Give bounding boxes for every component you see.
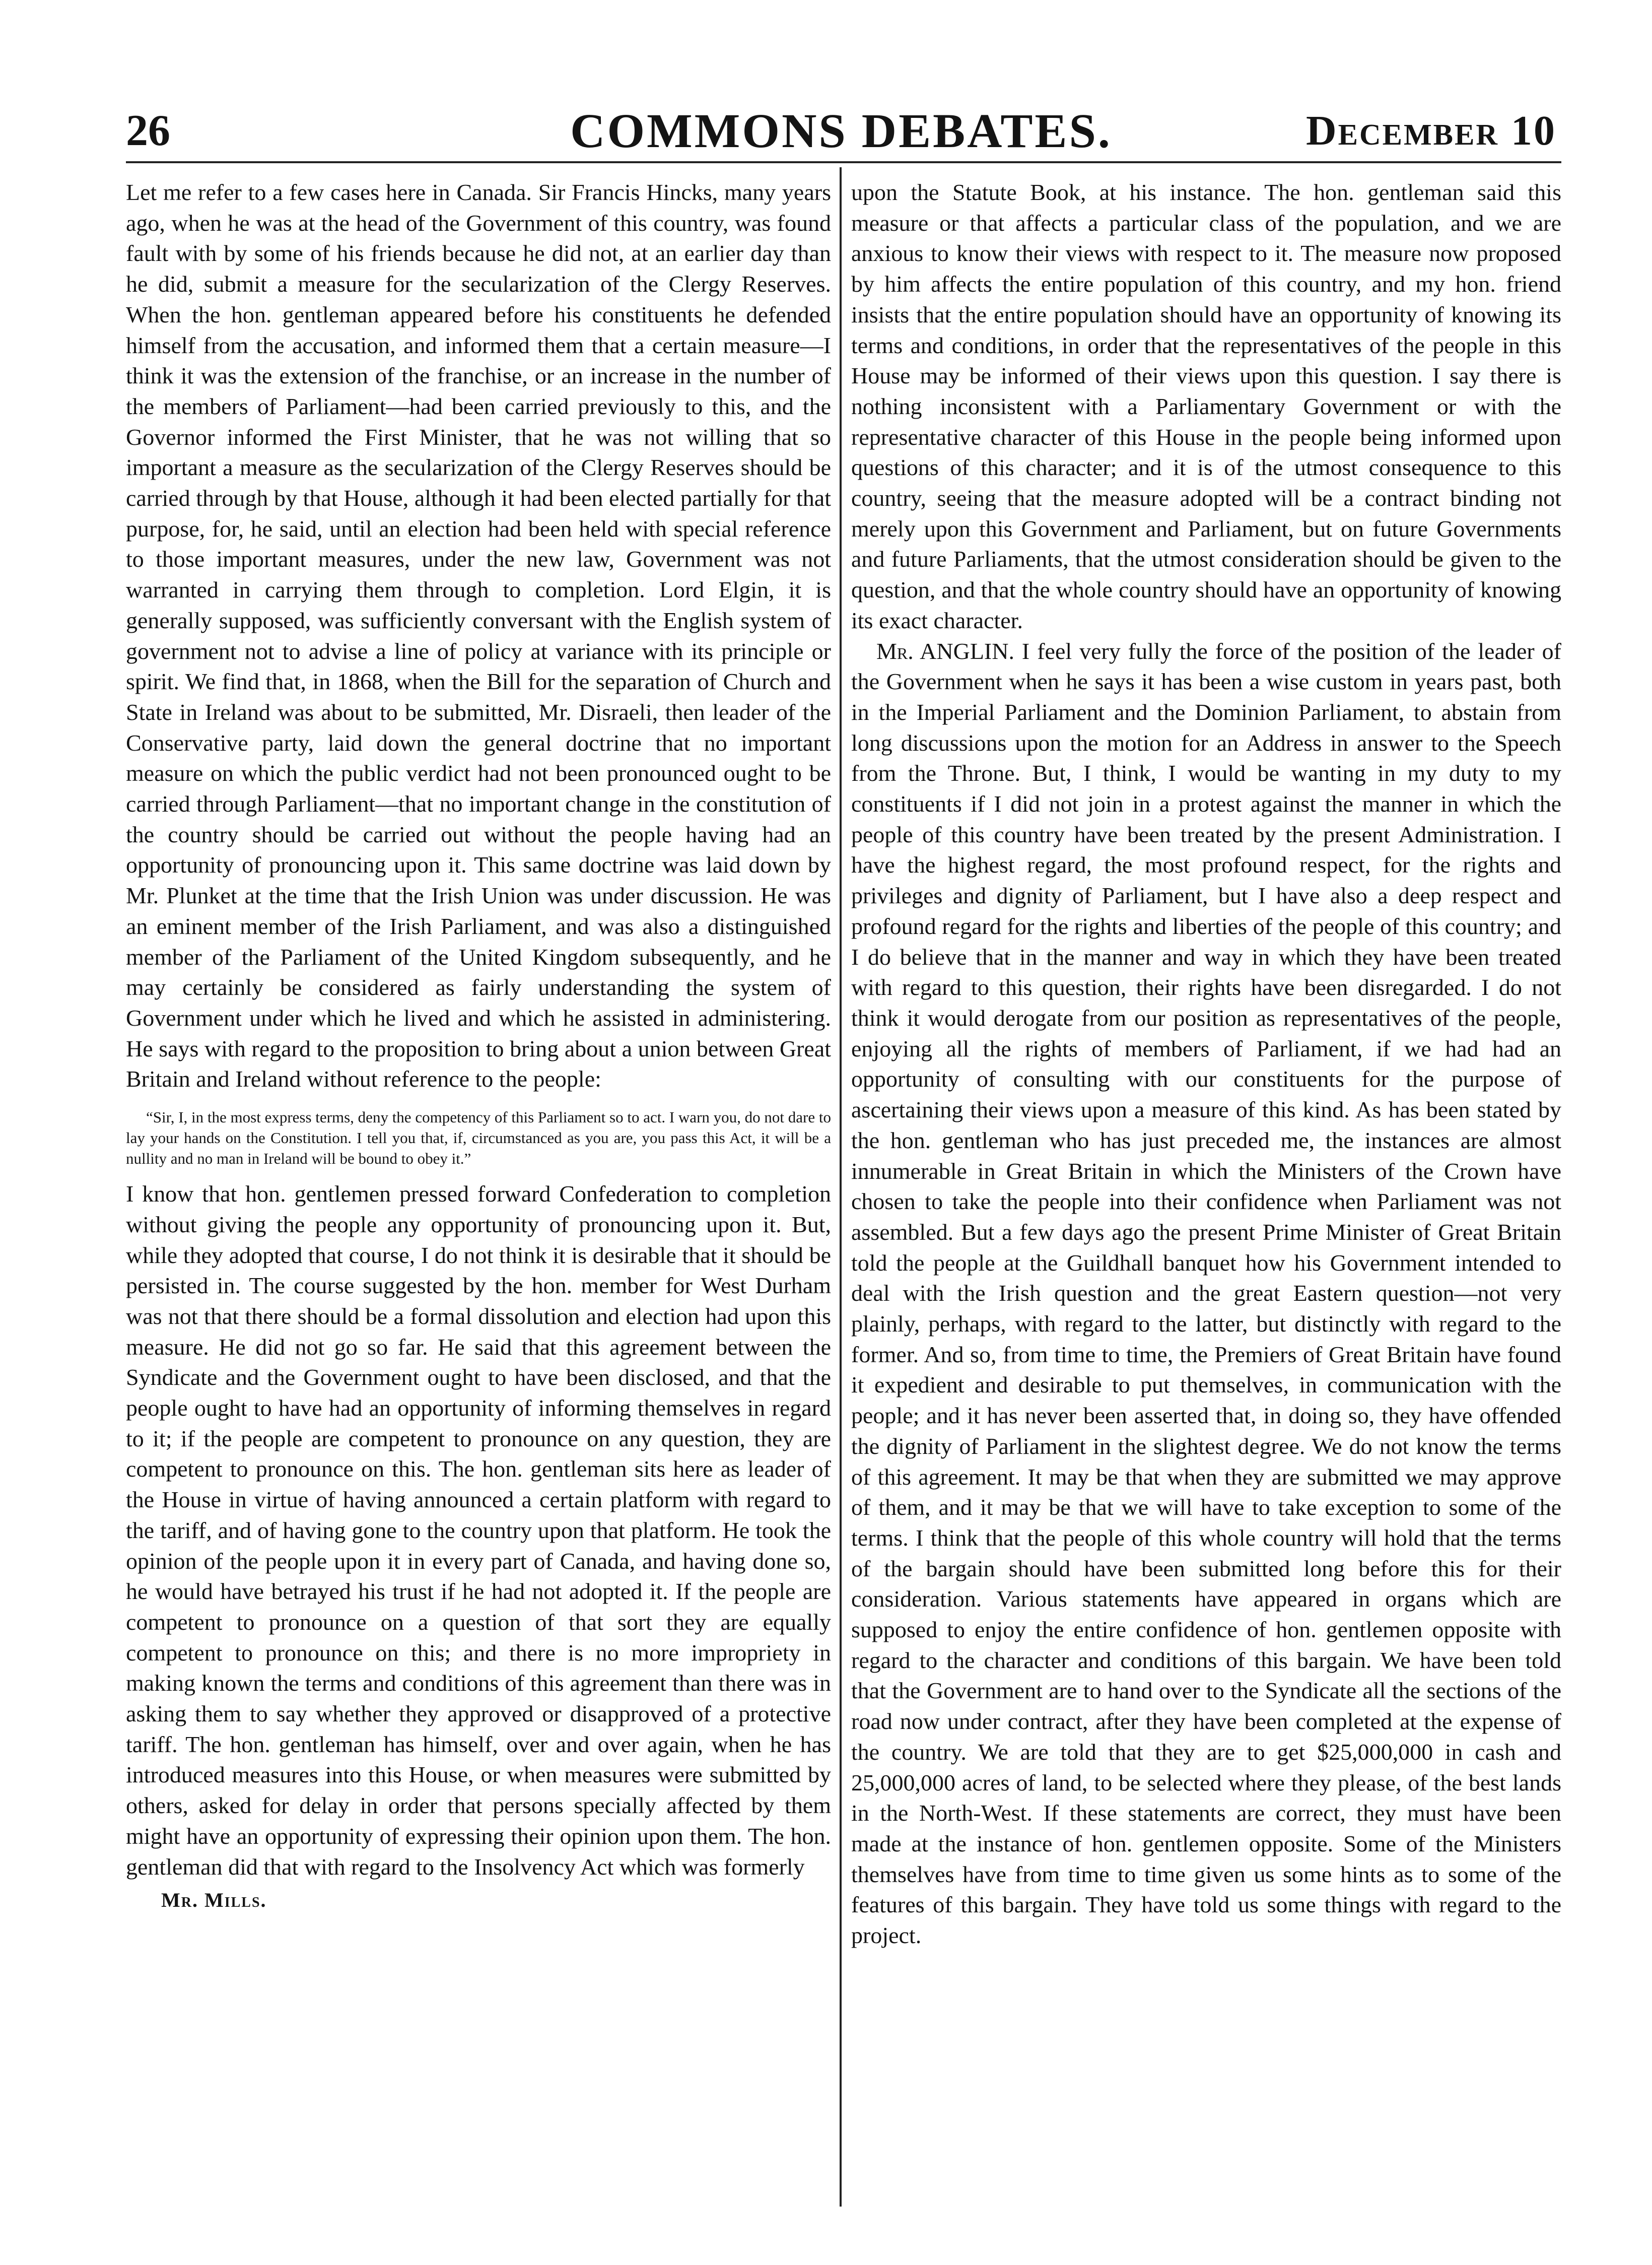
page-header: [126, 101, 1556, 161]
header-date: December 10: [1306, 107, 1556, 154]
publication-title: COMMONS DEBATES.: [570, 104, 1112, 158]
left-paragraph-1: Let me refer to a few cases here in Canada. Sir Francis Hincks, many years ago, when he was at the head of the Government of this country, was found fault with by some of his friends because he did not, at an earlier day than he did, submit a measure for the secularization of the Clergy Reserves. When the hon. gentleman appeared before his constituents he defended himself from the accusation, and informed them that a certain measure—I think it was the extension of the franchise, or an increase in the number of the members of Parliament—had been carried previously to this, and the Governor informed the First Minister, that he was not willing that so important a measure as the secularization of the Clergy Reserves should be carried through by that House, although it had been elected partially for that purpose, for, he said, until an election had been held with special reference to those important measures, under the new law, Government was not warranted in carrying them through to completion. Lord Elgin, it is generally supposed, was sufficiently conversant with the English system of government not to advise a line of policy at variance with its principle or spirit. We find that, in 1868, when the Bill for the separation of Church and State in Ireland was about to be submitted, Mr. Disraeli, then leader of the Conservative party, laid down the general doctrine that no important measure on which the public verdict had not been pronounced ought to be carried through Parliament—that no important change in the constitution of the country should be carried out without the people having had an opportunity of pronouncing upon it. This same doctrine was laid down by Mr. Plunket at the time that the Irish Union was under discussion. He was an eminent member of the Irish Parliament, and was also a distinguished member of the Parliament of the United Kingdom subsequently, and he may certainly be considered as fairly understanding the system of Government under which he lived and which he assisted in administering. He says with regard to the proposition to bring about a union between Great Britain and Ireland without reference to the people:: [126, 179, 831, 1092]
speaker-name: Mr. ANGLIN.: [876, 638, 1014, 664]
right-column: [851, 177, 1561, 1951]
column-divider: [840, 167, 842, 2207]
speech-text: I feel very fully the force of the position of the leader of the Government when he says it has been a wise custom in years past, both in the Imperial Parliament and the Dominion Parliament, to abstain from long discussions upon the motion for an Address in answer to the Speech from the Throne. But, I think, I would be wanting in my duty to my constituents if I did not join in a protest against the manner in which the people of this country have been treated by the present Administration. I have the highest regard, the most profound respect, for the rights and privileges and dignity of Parliament, but I have also a deep respect and profound regard for the rights and liberties of the people of this country; and I do believe that in the manner and way in which they have been treated with regard to this question, their rights have been disregarded. I do not think it would derogate from our position as representatives of the people, enjoying all the rights of members of Parliament, if we had had an opportunity of consulting with our constituents for the purpose of ascertaining their views upon a measure of this kind. As has been stated by the hon. gentleman who has just preceded me, the instances are almost innumerable in Great Britain in which the Ministers of the Crown have chosen to take the people into their confidence when Parliament was not assembled. But a few days ago the present Prime Minister of Great Britain told the people at the Guildhall banquet how his Government intended to deal with the Irish question and the great Eastern question—not very plainly, perhaps, with regard to the latter, but distinctly with regard to the former. And so, from time to time, the Premiers of Great Britain have found it expedient and desirable to put themselves, in communication with the people; and it has never been asserted that, in doing so, they have offended the dignity of Parliament in the slightest degree. We do not know the terms of this agreement. It may be that when they are submitted we may approve of them, and it may be that we will have to take exception to some of the terms. I think that the people of this whole country will hold that the terms of the bargain should have been submitted long before this for their consideration. Various statements have appeared in organs which are supposed to enjoy the entire confidence of hon. gentlemen opposite with regard to the character and conditions of this bargain. We have been told that the Government are to hand over to the Syndicate all the sections of the road now under contract, after they have been completed at the expense of the country. We are told that they are to get $25,000,000 in cash and 25,000,000 acres of land, to be selected where they please, of the best lands in the North-West. If these statements are correct, they must have been made at the instance of hon. gentlemen opposite. Some of the Ministers themselves have from time to time given us some hints as to some of the features of this bargain. They have told us some things with regard to the project.: [851, 638, 1561, 1949]
left-column: [126, 177, 831, 1912]
right-paragraph-2: [851, 636, 1561, 1951]
page-number: 26: [126, 106, 170, 155]
block-quote: “Sir, I, in the most express terms, deny the competency of this Parliament so to act. I warn you, do not dare to lay your hands on the Constitution. I tell you that, if, circumstanced as you are, you pass this Act, it will be a nullity and no man in Ireland will be bound to obey it.”: [126, 1108, 831, 1168]
header-rule: [126, 161, 1561, 163]
right-paragraph-1: upon the Statute Book, at his instance. The hon. gentleman said this measure or that affects a particular class of the population, and we are anxious to know their views with respect to it. The measure now proposed by him affects the entire population of this country, and my hon. friend insists that the entire population should have an opportunity of knowing its terms and conditions, in order that the representatives of the people in this House may be informed of their views upon this question. I say there is nothing inconsistent with a Parliamentary Government or with the representative character of this House in the people being informed upon questions of this character; and it is of the utmost consequence to this country, seeing that the measure adopted will be a contract binding not merely upon this Government and Parliament, but on future Governments and future Parliaments, that the utmost consideration should be given to the question, and that the whole country should have an opportunity of knowing its exact character.: [851, 179, 1561, 633]
footer-speaker-name: Mr. Mills.: [161, 1889, 267, 1912]
left-paragraph-2: I know that hon. gentlemen pressed forward Confederation to completion without giving the people any opportunity of pronouncing upon it. But, while they adopted that course, I do not think it is desirable that it should be persisted in. The course suggested by the hon. member for West Durham was not that there should be a formal dissolution and election had upon this measure. He did not go so far. He said that this agreement between the Syndicate and the Government ought to have been disclosed, and that the people ought to have had an opportunity of informing themselves in regard to it; if the people are competent to pronounce on any question, they are competent to pronounce on this. The hon. gentleman sits here as leader of the House in virtue of having announced a certain platform with regard to the tariff, and of having gone to the country upon that platform. He took the opinion of the people upon it in every part of Canada, and having done so, he would have betrayed his trust if he had not adopted it. If the people are competent to pronounce on a question of that sort they are equally competent to pronounce on this; and there is no more impropriety in making known the terms and conditions of this agreement than there was in asking them to say whether they approved or disapproved of a protective tariff. The hon. gentleman has himself, over and over again, when he has introduced measures into this House, or when measures were submitted by others, asked for delay in order that persons specially affected by them might have an opportunity of expressing their opinion upon them. The hon. gentleman did that with regard to the Insolvency Act which was formerly: [126, 1181, 831, 1880]
